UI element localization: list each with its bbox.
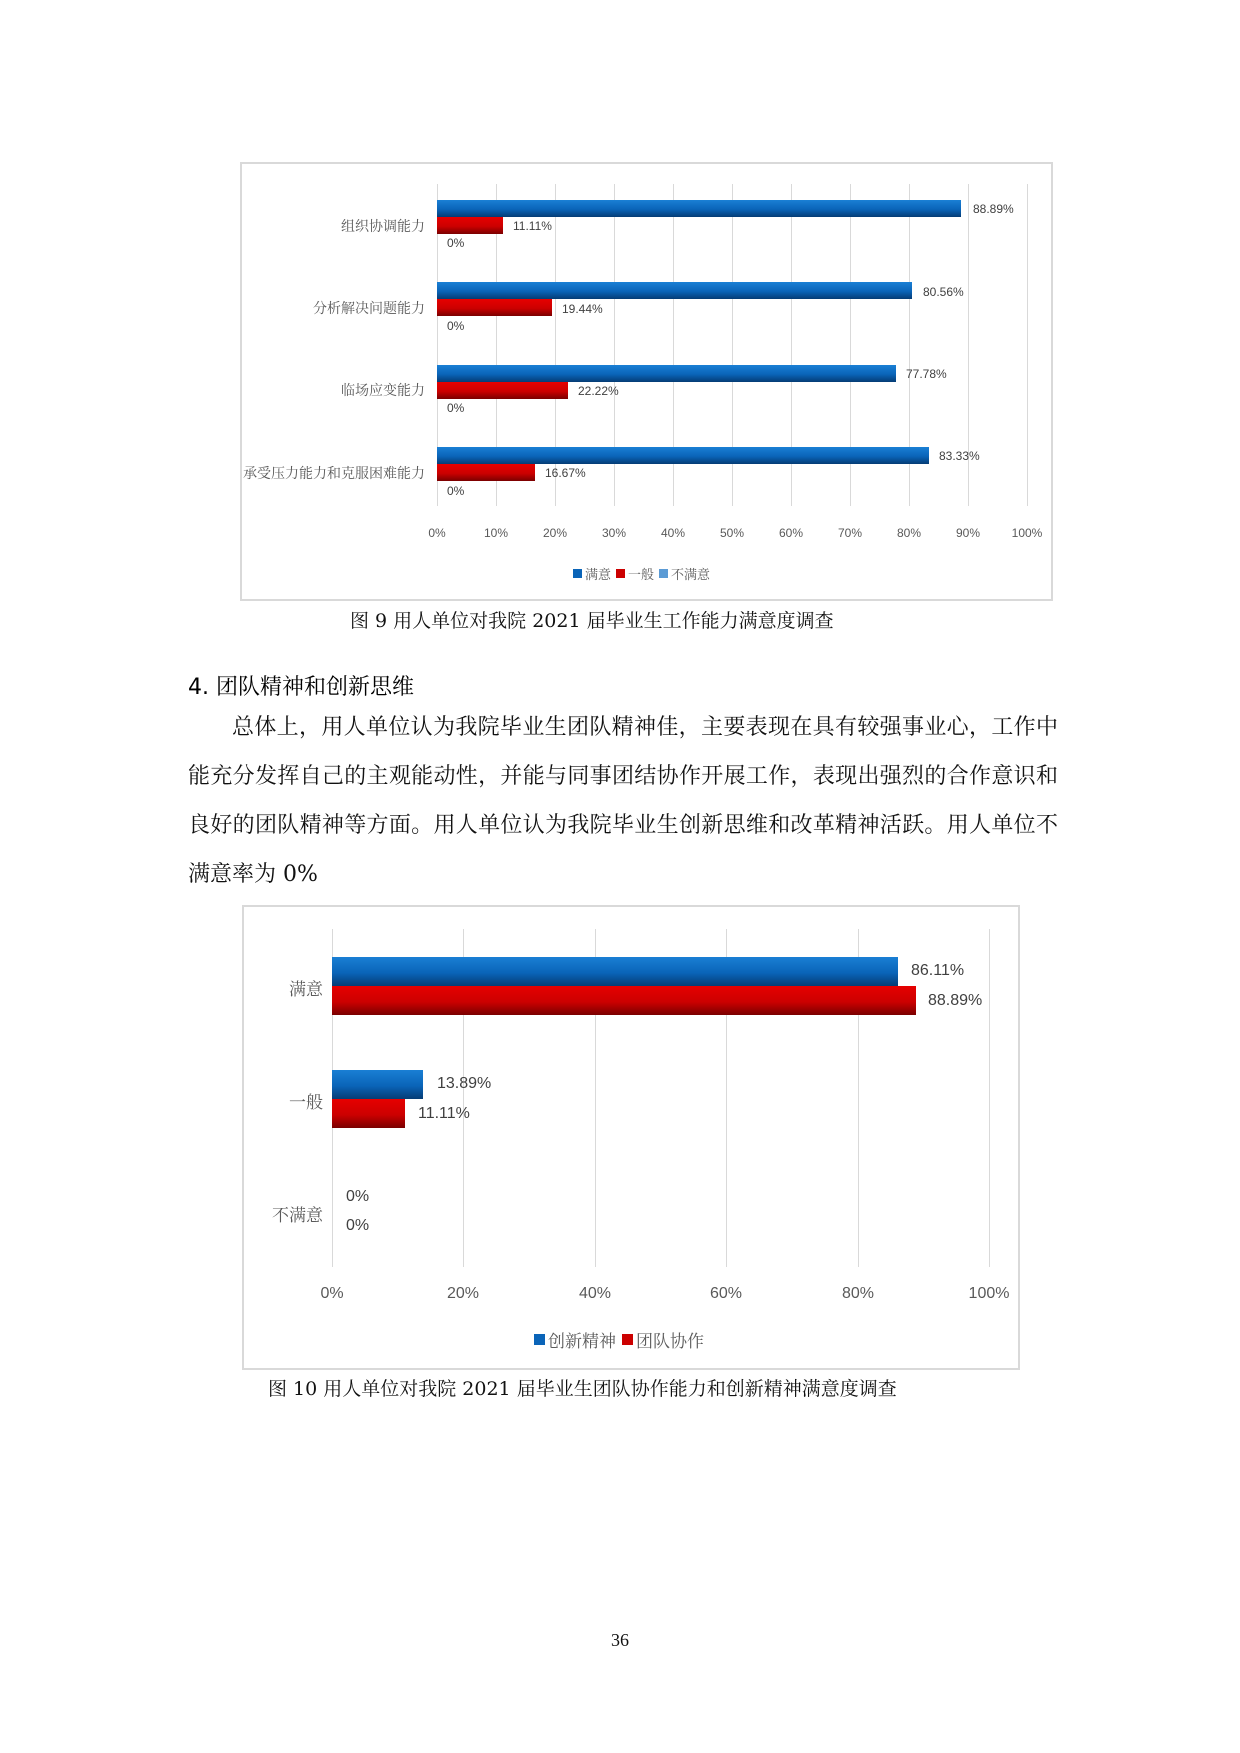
value-label: 77.78% <box>906 367 947 381</box>
paragraph-text: 总体上，用人单位认为我院毕业生团队精神佳，主要表现在具有较强事业心，工作中能充分发挥自己的主观能动性，并能与同事团结协作开展工作，表现出强烈的合作意识和良好的团队精神等方面。用人单位认为我院毕业生创新思维和改革精神活跃。用人单位不满意率为 0% <box>188 715 1058 887</box>
x-tick: 10% <box>483 526 509 540</box>
value-label: 88.89% <box>973 202 1014 216</box>
value-label: 0% <box>346 1217 370 1234</box>
section-heading: 4. 团队精神和创新思维 <box>188 675 414 700</box>
x-tick: 100% <box>1011 526 1043 540</box>
legend-label: 团队协作 <box>636 1332 704 1352</box>
category-label: 临场应变能力 <box>341 383 425 399</box>
x-tick: 80% <box>841 1285 875 1302</box>
x-tick: 40% <box>660 526 686 540</box>
figure-9-chart <box>240 162 1053 601</box>
value-label: 88.89% <box>928 992 983 1009</box>
legend-swatch-light-blue <box>659 569 668 578</box>
bar-innovation <box>332 957 898 986</box>
x-tick: 70% <box>837 526 863 540</box>
value-label: 22.22% <box>578 384 619 398</box>
chart-legend <box>573 564 710 583</box>
bar-innovation <box>332 1070 423 1099</box>
value-label: 0% <box>346 1188 370 1205</box>
category-label: 一般 <box>289 1093 323 1113</box>
bar-satisfied <box>437 447 929 464</box>
chart-legend <box>534 1327 704 1352</box>
value-label: 80.56% <box>923 285 964 299</box>
bar-average <box>437 299 552 316</box>
legend-swatch-red <box>622 1334 633 1345</box>
x-tick: 100% <box>968 1285 1010 1302</box>
section-paragraph <box>188 703 1058 899</box>
x-tick: 50% <box>719 526 745 540</box>
category-label: 分析解决问题能力 <box>313 301 425 317</box>
legend-swatch-red <box>616 569 625 578</box>
legend-label: 满意 <box>585 568 612 583</box>
figure-9-caption: 图 9 用人单位对我院 2021 届毕业生工作能力满意度调查 <box>350 610 834 632</box>
x-tick: 20% <box>446 1285 480 1302</box>
legend-label: 一般 <box>628 568 655 583</box>
bar-teamwork <box>332 986 916 1015</box>
value-label: 19.44% <box>562 302 603 316</box>
bar-satisfied <box>437 365 896 382</box>
x-tick: 0% <box>428 526 446 540</box>
x-tick: 40% <box>578 1285 612 1302</box>
category-label: 满意 <box>289 980 323 1000</box>
legend-label: 创新精神 <box>548 1332 616 1352</box>
value-label: 0% <box>447 319 465 333</box>
value-label: 16.67% <box>545 466 586 480</box>
value-label: 13.89% <box>437 1075 492 1092</box>
x-tick: 60% <box>709 1285 743 1302</box>
value-label: 11.11% <box>513 219 552 233</box>
value-label: 0% <box>447 401 465 415</box>
legend-swatch-blue <box>573 569 582 578</box>
category-label: 不满意 <box>272 1206 323 1226</box>
legend-label: 不满意 <box>671 568 711 583</box>
x-tick: 0% <box>320 1285 344 1302</box>
value-label: 11.11% <box>418 1105 470 1122</box>
category-label: 组织协调能力 <box>341 219 425 235</box>
category-label: 承受压力能力和克服困难能力 <box>243 466 425 482</box>
page-number: 36 <box>611 1630 629 1650</box>
x-tick: 60% <box>778 526 804 540</box>
value-label: 0% <box>447 484 465 498</box>
x-tick: 90% <box>955 526 981 540</box>
legend-swatch-blue <box>534 1334 545 1345</box>
figure-10-caption: 图 10 用人单位对我院 2021 届毕业生团队协作能力和创新精神满意度调查 <box>268 1378 897 1400</box>
figure-10-chart <box>242 905 1020 1370</box>
x-tick: 20% <box>542 526 568 540</box>
bar-satisfied <box>437 282 912 299</box>
value-label: 86.11% <box>911 962 965 979</box>
bar-average <box>437 464 535 481</box>
bar-average <box>437 382 568 399</box>
x-tick: 30% <box>601 526 627 540</box>
x-tick: 80% <box>896 526 922 540</box>
value-label: 83.33% <box>939 449 980 463</box>
value-label: 0% <box>447 236 465 250</box>
bar-teamwork <box>332 1099 405 1128</box>
bar-satisfied <box>437 200 961 217</box>
bar-average <box>437 217 503 234</box>
